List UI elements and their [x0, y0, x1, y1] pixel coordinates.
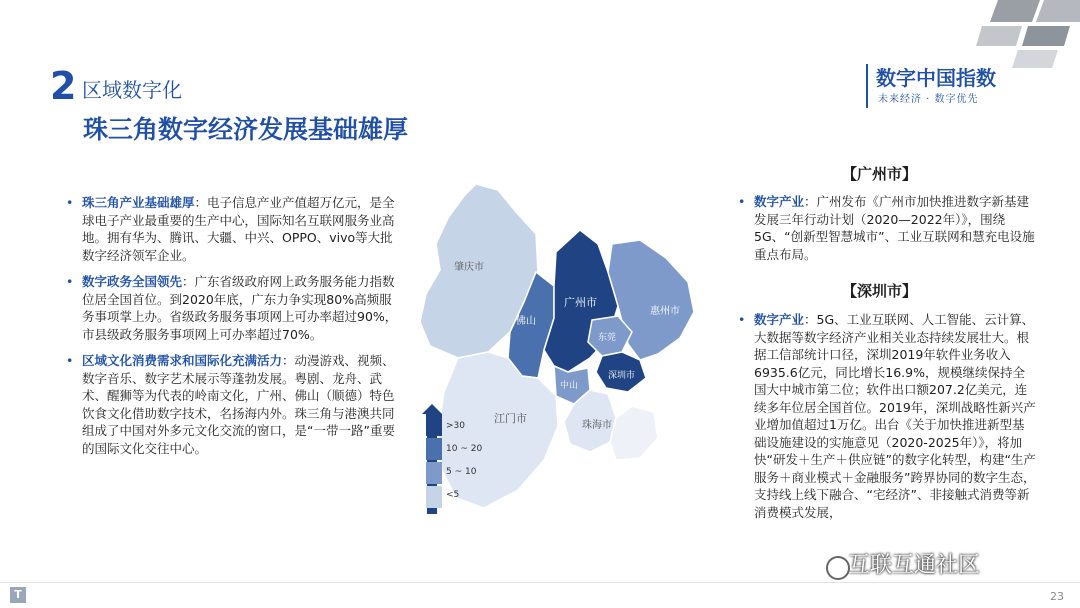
bullet-industry-base	[64, 194, 404, 264]
map-label-foshan: 佛山	[516, 316, 536, 327]
section-number: 2	[50, 64, 77, 108]
brand-name: 数字中国指数	[876, 66, 996, 90]
bullet-dot-icon: •	[66, 274, 74, 289]
legend-swatch-level1	[426, 414, 442, 436]
bullet-text: ：动漫游戏、视频、数字音乐、数字艺术展示等蓬勃发展。粤剧、龙舟、武术、醒狮等为代表的岭南文化，广州、佛山（顺德）特色饮食文化借助数字技术，名扬海内外。珠三角与港澳共同组成了中国对外多元文化交流的窗口，是“一带一路”重要的国际文化交往中心。	[82, 353, 395, 456]
bullet-text: ：电子信息产业产值超万亿元，是全球电子产业最重要的生产中心，国际知名互联网服务业高地。拥有华为、腾讯、大疆、中兴、OPPO、vivo等大批数字经济领军企业。	[82, 195, 395, 263]
brand-divider	[866, 64, 868, 108]
bullet-dot-icon: •	[66, 195, 74, 210]
legend-label-level4: <5	[446, 490, 460, 500]
map-label-shenzhen: 深圳市	[608, 371, 636, 381]
bullet-e-government	[64, 273, 404, 343]
map-label-huizhou: 惠州市	[650, 306, 680, 317]
left-bullet-list	[64, 194, 404, 466]
bullet-heading: 区域文化消费需求和国际化充满活力	[82, 353, 283, 368]
footer-logo: T	[10, 587, 26, 603]
shenzhen-bullet	[736, 311, 1036, 521]
map-label-dongguan: 东莞	[598, 333, 617, 343]
bullet-text: ：广州发布《广州市加快推进数字新基建发展三年行动计划（2020—2022年）》，围绕5G、“创新型智慧城市”、工业互联网和慧充电设施重点布局。	[754, 194, 1035, 262]
guangzhou-bullet	[736, 193, 1036, 263]
guangzhou-heading: 【广州市】	[842, 165, 918, 183]
map-label-guangzhou: 广州市	[564, 296, 597, 309]
bullet-text: ：5G、工业互联网、人工智能、云计算、大数据等数字经济产业相关业态持续发展壮大。根据工信部统计口径，深圳2019年软件业务收入6935.6亿元，同比增长16.9%，规模继续保持全国大中城市第二位；软件出口额207.2亿美元，连续多年位居全国首位。2019年，深圳战略性新兴产业增加值超过1万亿。出台《关于加快推进新型基础设施建设的实施意见（2020-2025年）》，将加快“研发＋生产＋供应链”的数字化转型，构建“生产服务＋商业模式＋金融服务”跨界协同的数字生态，支持线上线下融合、“宅经济”、非接触式消费等新消费模式发展，	[754, 312, 1036, 520]
brand-tagline: 未来经济 · 数字优先	[878, 94, 979, 105]
page-title: 珠三角数字经济发展基础雄厚	[83, 115, 409, 144]
legend-label-level3: 5 ~ 10	[446, 467, 477, 477]
guangzhou-section	[736, 193, 1036, 263]
watermark-text: 互联互通社区	[848, 553, 981, 578]
map-label-jiangmen: 江门市	[494, 412, 527, 425]
bullet-heading: 数字产业	[754, 312, 805, 327]
footer-divider	[0, 582, 1080, 583]
shenzhen-section	[736, 311, 1036, 521]
bullet-dot-icon: •	[738, 194, 746, 209]
decorative-blocks	[960, 0, 1080, 70]
bullet-dot-icon: •	[66, 353, 74, 368]
map-label-zhaoqing: 肇庆市	[454, 262, 484, 273]
wechat-icon	[826, 556, 850, 580]
map-label-zhuhai: 珠海市	[582, 420, 612, 431]
page-number: 23	[1050, 590, 1064, 603]
bullet-culture	[64, 352, 404, 457]
shenzhen-heading: 【深圳市】	[842, 282, 918, 300]
bullet-dot-icon: •	[738, 312, 746, 327]
prd-region-map	[418, 182, 730, 512]
bullet-text: ：广东省级政府网上政务服务能力指数位居全国首位。到2020年底，广东力争实现80%高频服务事项掌上办。省级政务服务事项网上可办率超过90%，市县级政务服务事项网上可办率超过70%。	[82, 274, 398, 342]
map-label-zhongshan: 中山	[560, 381, 579, 391]
legend-label-level1: >30	[446, 421, 465, 431]
legend-swatch-level4	[426, 486, 442, 508]
legend-swatch-level2	[426, 438, 442, 460]
bullet-heading: 数字政务全国领先	[82, 274, 183, 289]
map-region-coast	[610, 406, 658, 460]
legend-swatch-level3	[426, 462, 442, 484]
legend-label-level2: 10 ~ 20	[446, 444, 483, 454]
bullet-heading: 珠三角产业基础雄厚	[82, 195, 195, 210]
bullet-heading: 数字产业	[754, 194, 805, 209]
section-title: 区域数字化	[82, 78, 182, 102]
